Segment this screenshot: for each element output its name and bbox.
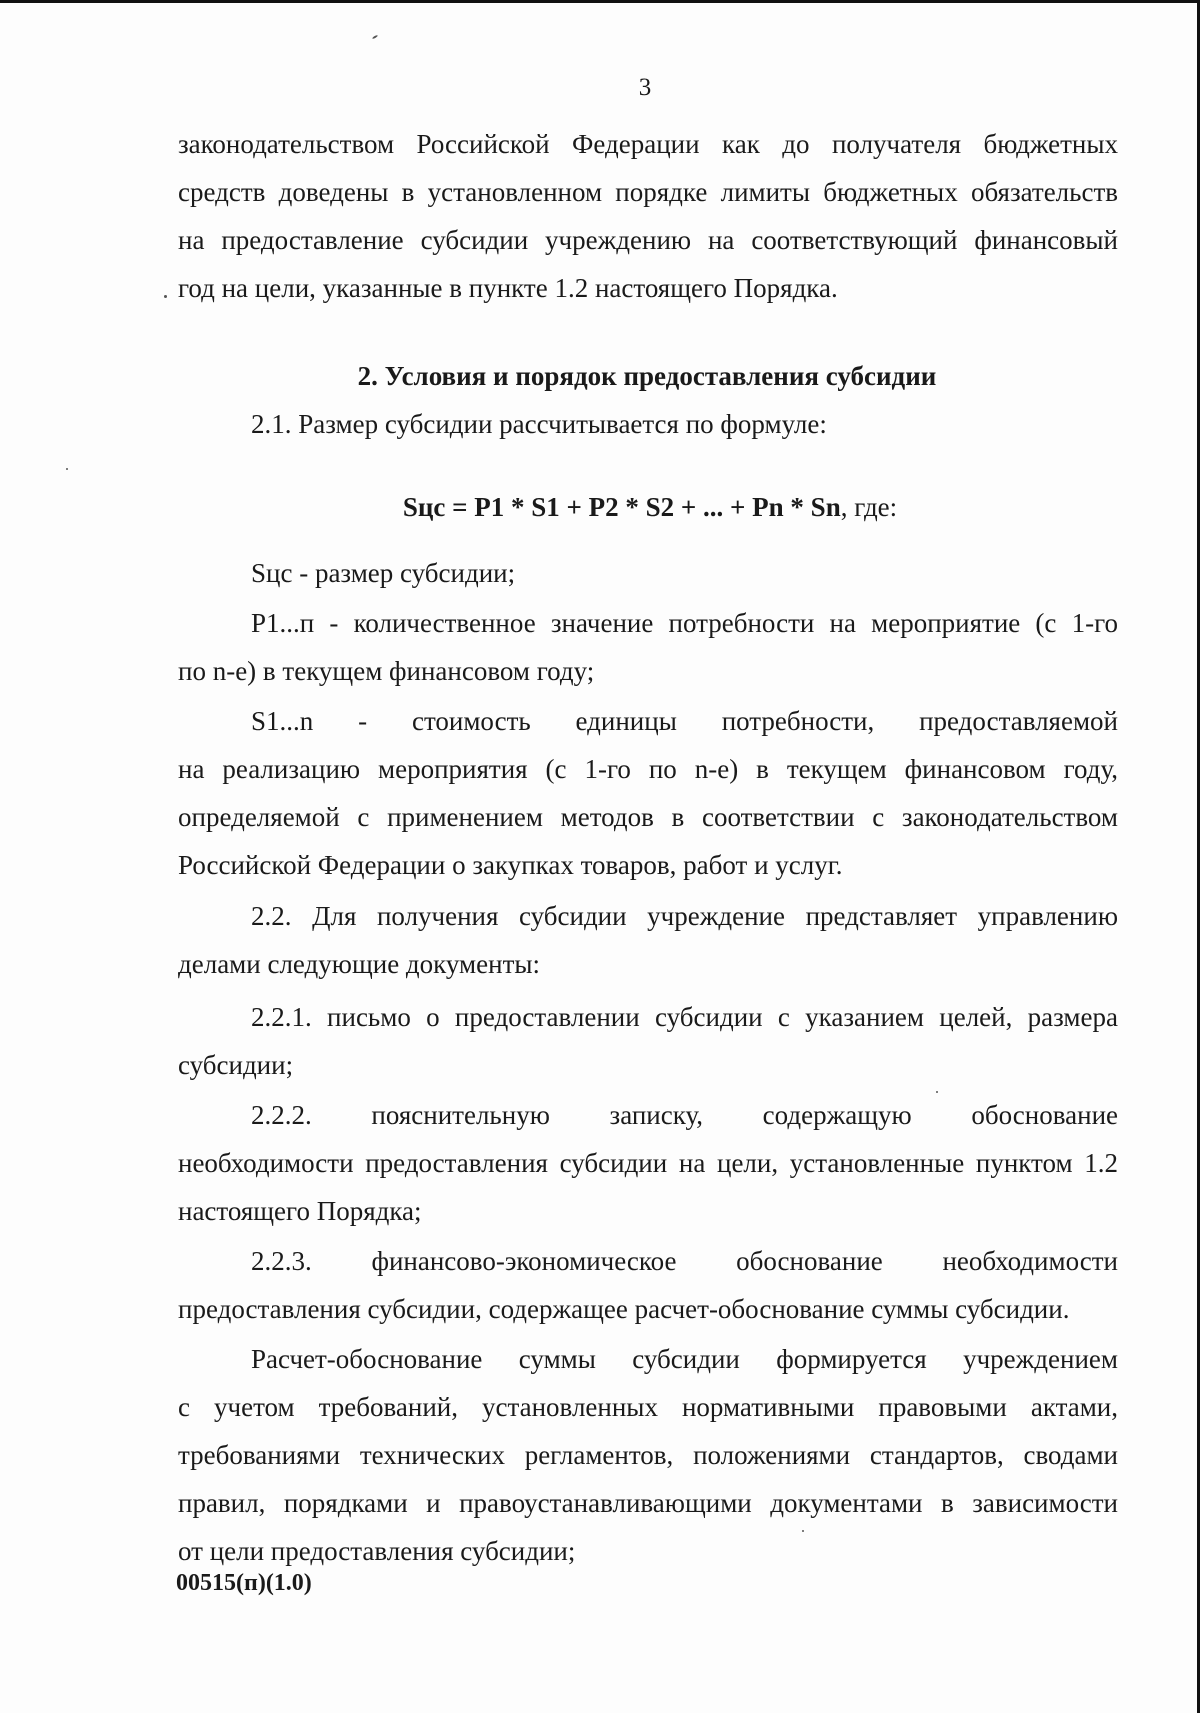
text-line: субсидии;	[178, 1050, 294, 1080]
text-line: правил, порядками и правоустанавливающими документами в зависимости	[178, 1488, 1118, 1518]
text-line: законодательством Российской Федерации как до получателя бюджетных	[178, 129, 1118, 159]
text-line: P1...п - количественное значение потребности на мероприятие (с 1-го	[251, 608, 1118, 638]
paragraph-2-2	[178, 892, 1118, 988]
text-line: от цели предоставления субсидии;	[178, 1536, 576, 1566]
text-line: с учетом требований, установленных нормативными правовыми актами,	[178, 1392, 1118, 1422]
text-line: на предоставление субсидии учреждению на соответствующий финансовый	[178, 225, 1118, 255]
text-line: Российской Федерации о закупках товаров, работ и услуг.	[178, 850, 843, 880]
text-line: 2.2.3. финансово-экономическое обоснование необходимости	[251, 1246, 1118, 1276]
text-line: 2.2.1. письмо о предоставлении субсидии с указанием целей, размера	[251, 1002, 1118, 1032]
definition-sus	[178, 549, 1118, 597]
text-line: 2.2.2. пояснительную записку, содержащую обоснование	[251, 1100, 1118, 1130]
scan-speck	[164, 295, 167, 298]
page-number: 3	[638, 74, 652, 101]
text-line: средств доведены в установленном порядке лимиты бюджетных обязательств	[178, 177, 1118, 207]
paragraph-2-2-1	[178, 993, 1118, 1089]
definition-p	[178, 599, 1118, 695]
text-line: по n-е) в текущем финансовом году;	[178, 656, 595, 686]
definition-s	[178, 697, 1118, 889]
text-line: год на цели, указанные в пункте 1.2 настоящего Порядка.	[178, 273, 838, 303]
paragraph-2-1	[178, 400, 1118, 448]
text-line: определяемой с применением методов в соответствии с законодательством	[178, 802, 1118, 832]
paragraph-2-2-2	[178, 1091, 1118, 1235]
formula-tail: , где:	[840, 492, 898, 522]
text-line: требованиями технических регламентов, положениями стандартов, сводами	[178, 1440, 1118, 1470]
text-line: настоящего Порядка;	[178, 1196, 422, 1226]
section-heading: 2. Условия и порядок предоставления субсидии	[357, 361, 937, 391]
text-line: S1...n - стоимость единицы потребности, предоставляемой	[251, 706, 1118, 736]
document-code: 00515(п)(1.0)	[176, 1570, 312, 1596]
text-line: предоставления субсидии, содержащее расчет-обоснование суммы субсидии.	[178, 1294, 1070, 1324]
text-line: Расчет-обоснование суммы субсидии формируется учреждением	[251, 1344, 1118, 1374]
text-line: Sцс - размер субсидии;	[251, 558, 516, 588]
text-line: делами следующие документы:	[178, 949, 541, 979]
subsidy-formula	[0, 492, 1200, 523]
scan-speck	[66, 468, 68, 470]
paragraph-calculation	[178, 1335, 1118, 1575]
formula-expression: Sцс = P1 * S1 + P2 * S2 + ... + Pn * Sn	[402, 492, 841, 522]
text-line: на реализацию мероприятия (с 1-го по n-е) в текущем финансовом году,	[178, 754, 1118, 784]
text-line: необходимости предоставления субсидии на цели, установленные пунктом 1.2	[178, 1148, 1118, 1178]
scan-border-top	[0, 0, 1200, 3]
intro-paragraph	[178, 120, 1118, 312]
paragraph-2-2-3	[178, 1237, 1118, 1333]
text-line: 2.2. Для получения субсидии учреждение представляет управлению	[251, 901, 1118, 931]
scan-speck	[372, 35, 378, 40]
text-line: 2.1. Размер субсидии рассчитывается по формуле:	[251, 409, 827, 439]
